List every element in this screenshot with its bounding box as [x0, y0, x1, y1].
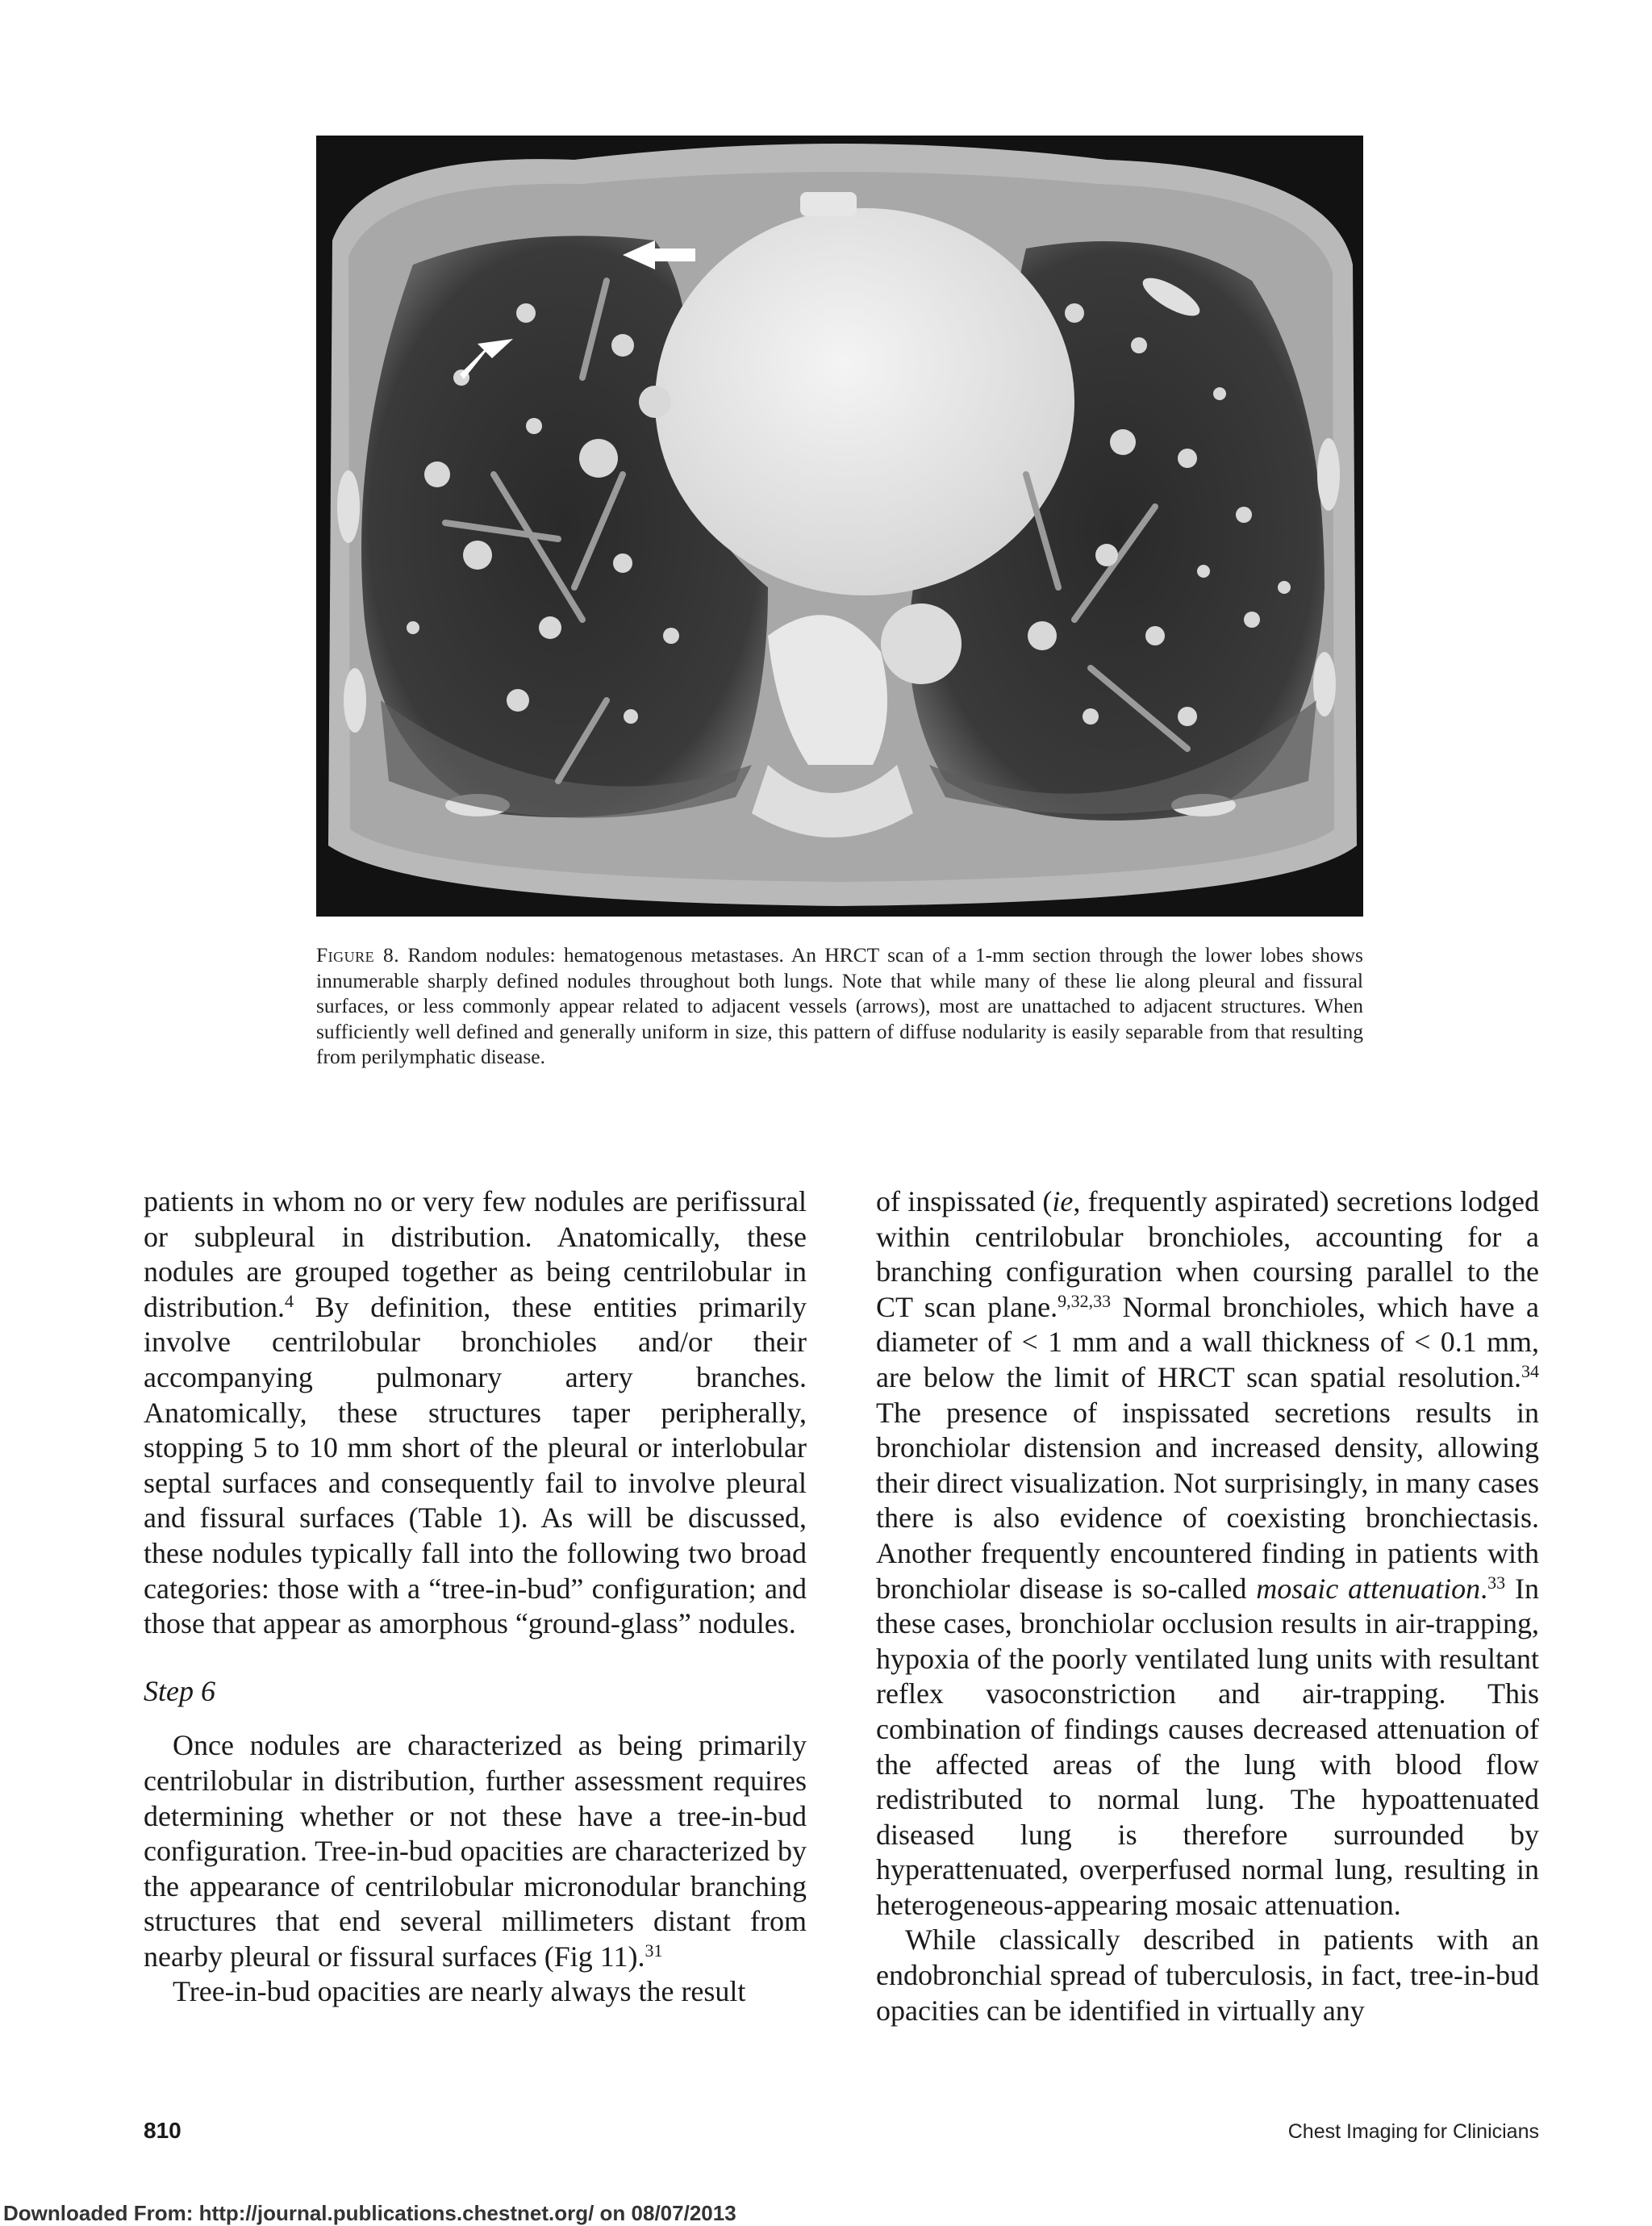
figure-caption	[316, 942, 1363, 1070]
section-heading-step-6: Step 6	[144, 1674, 215, 1707]
left-paragraph-2	[144, 1728, 807, 1974]
right-p1-a: of inspissated (	[876, 1185, 1053, 1217]
citation-33: 33	[1487, 1572, 1506, 1593]
right-p1-e: .	[1480, 1572, 1488, 1605]
journal-section-title: Chest Imaging for Clinicians	[1287, 2120, 1539, 2143]
left-paragraph-3: Tree-in-bud opacities are nearly always the result	[173, 1975, 746, 2008]
left-column	[144, 1184, 807, 2010]
left-p2-text: Once nodules are characterized as being primarily centrilobular in distribution, further assessment requires determining whether or not these have a tree-in-bud configuration. Tree-in-bud opacities are characterized by the appearance of centrilobular micronodular branching structures that end several millimeters distant from nearby pleural or fissural surfaces (Fig 11).	[144, 1729, 807, 1973]
ie-abbrev: ie	[1052, 1185, 1074, 1217]
ct-scan-image	[316, 136, 1363, 917]
left-p1-continued: By definition, these entities primarily involve centrilobular bronchioles and/or their accompanying pulmonary artery branches. Anatomically, these structures taper peripherally, stopping 5 to 10 mm short of the pleural or interlobular septal surfaces and consequently fail to involve pleural and fissural surfaces (Table 1). As will be discussed, these nodules typically fall into the following two broad categories: those with a “tree-in-bud” configuration; and those that appear as amorphous “ground-glass” nodules.	[144, 1290, 807, 1640]
right-paragraph-2: While classically described in patients with an endobronchial spread of tuberculosis, in fact, tree-in-bud opacities can be identified in virtually any	[876, 1923, 1539, 2027]
page-number: 810	[144, 2118, 181, 2143]
ct-scan-figure	[316, 136, 1363, 917]
right-p1-c: Normal bronchioles, which have a diameter of < 1 mm and a wall thickness of < 0.1 mm, are below the limit of HRCT scan spatial resolution.	[876, 1290, 1540, 1393]
heart	[655, 208, 1074, 595]
citation-31: 31	[645, 1940, 663, 1961]
download-notice-text: Downloaded From: http://journal.publications.chestnet.org/ on 08/07/2013	[3, 2201, 736, 2225]
right-p1-b: , frequently aspirated) secretions lodged within centrilobular bronchioles, accounting for a branching configuration when coursing parallel to the CT scan plane.	[876, 1185, 1539, 1323]
download-notice	[0, 2201, 1652, 2225]
figure-caption-text: Random nodules: hematogenous metastases. An HRCT scan of a 1-mm section through the lower lobes shows innumerable sharply defined nodules throughout both lungs. Note that while many of these lie along pleural and fissural surfaces, or less commonly appear related to adjacent vessels (arrows), most are unattached to adjacent structures. When sufficiently well defined and generally uniform in size, this pattern of diffuse nodularity is easily separable from that resulting from perilymphatic disease.	[316, 943, 1363, 1068]
mosaic-attenuation-term: mosaic attenuation	[1256, 1572, 1481, 1605]
right-paragraph-1	[876, 1184, 1539, 1923]
citation-9-32-33: 9,32,33	[1058, 1290, 1112, 1311]
left-paragraph-1	[144, 1184, 807, 1642]
right-p1-f: In these cases, bronchiolar occlusion results in air-trapping, hypoxia of the poorly ventilated lung units with resultant reflex vasoconstriction and air-trapping. This combination of findings causes decreased attenuation of the affected areas of the lung with blood flow redistributed to normal lung. The hypoattenuated diseased lung is therefore surrounded by hyperattenuated, overperfused normal lung, resulting in heterogeneous-appearing mosaic attenuation.	[876, 1572, 1539, 1921]
citation-4: 4	[285, 1290, 294, 1311]
right-column	[876, 1184, 1539, 2028]
aorta	[881, 603, 962, 684]
left-p1-text: patients in whom no or very few nodules are perifissural or subpleural in distribution. Anatomically, these nodules are grouped together as being centrilobular in distribution.	[144, 1185, 807, 1323]
citation-34: 34	[1521, 1360, 1539, 1381]
right-p1-d: The presence of inspissated secretions results in bronchiolar distension and increased density, allowing their direct visualization. Not surprisingly, in many cases there is also evidence of coexisting bronchiectasis. Another frequently encountered finding in patients with bronchiolar disease is so-called	[876, 1396, 1539, 1605]
figure-label: Figure 8.	[316, 943, 400, 967]
